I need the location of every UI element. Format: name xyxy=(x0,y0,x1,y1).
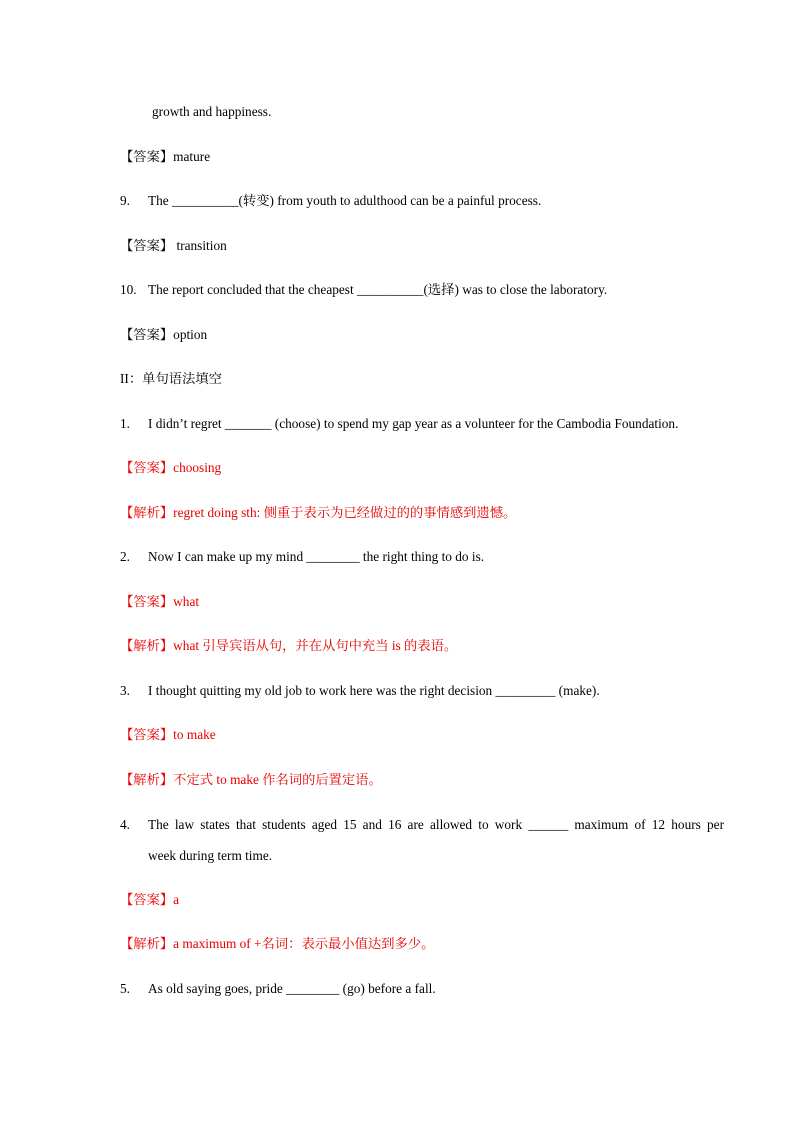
answer-9 xyxy=(120,237,227,255)
grammar-answer-1: 【答案】choosing xyxy=(120,460,222,475)
question-text: The __________(转变) from youth to adulthood can be a painful process. xyxy=(148,193,542,208)
question-text: As old saying goes, pride ________ (go) before a fall. xyxy=(148,981,436,996)
grammar-question-4-text: The law states that students aged 15 and 16 are allowed to work ______ maximum of 12 hours per xyxy=(148,817,724,832)
question-number: 10. xyxy=(120,282,137,297)
question-text: The report concluded that the cheapest __________(选择) was to close the laboratory. xyxy=(148,282,608,297)
answer-text: 【答案】mature xyxy=(120,149,211,164)
grammar-explanation-4: 【解析】a maximum of +名词：表示最小值达到多少。 xyxy=(120,936,435,951)
answer-text: 【答案】 transition xyxy=(120,238,227,253)
grammar-explanation-3: 【解析】不定式 to make 作名词的后置定语。 xyxy=(120,772,382,787)
grammar-question-2 xyxy=(120,548,484,566)
question-number: 3. xyxy=(120,683,130,698)
question-10 xyxy=(120,281,607,299)
question-9 xyxy=(120,192,541,210)
question-text: Now I can make up my mind ________ the right thing to do is. xyxy=(148,549,485,564)
question-text: I thought quitting my old job to work here was the right decision _________ (make). xyxy=(148,683,600,698)
grammar-answer-4: 【答案】a xyxy=(120,892,180,907)
question-number: 9. xyxy=(120,193,130,208)
grammar-explanation-2: 【解析】what 引导宾语从句，并在从句中充当 is 的表语。 xyxy=(120,638,458,653)
grammar-explanation-1: 【解析】regret doing sth: 侧重于表示为已经做过的的事情感到遗憾。 xyxy=(120,505,517,520)
grammar-question-4 xyxy=(120,816,148,834)
question-number: 5. xyxy=(120,981,130,996)
question-number: 4. xyxy=(120,817,130,832)
grammar-answer-3: 【答案】to make xyxy=(120,727,216,742)
answer-text: 【答案】option xyxy=(120,327,208,342)
grammar-question-3 xyxy=(120,682,600,700)
grammar-answer-2: 【答案】what xyxy=(120,594,200,609)
grammar-question-5 xyxy=(120,980,436,998)
question-text: I didn’t regret _______ (choose) to spend my gap year as a volunteer for the Cambodia Foundation. xyxy=(148,416,679,431)
question-number: 2. xyxy=(120,549,130,564)
answer-8 xyxy=(120,148,210,166)
continued-text: growth and happiness. xyxy=(152,104,272,119)
grammar-question-4-continued: week during term time. xyxy=(148,848,273,863)
section-heading: II：单句语法填空 xyxy=(120,371,222,386)
question-number: 1. xyxy=(120,416,130,431)
answer-10 xyxy=(120,326,207,344)
grammar-question-1 xyxy=(120,415,678,433)
